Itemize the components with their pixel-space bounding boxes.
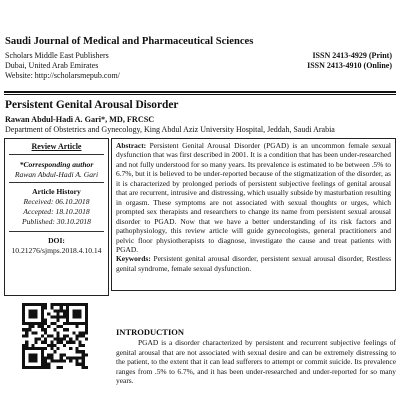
article-authors: Rawan Abdul-Hadi A. Gari*, MD, FRCSC: [5, 115, 155, 124]
qr-code: [22, 303, 88, 369]
keywords-label: Keywords:: [116, 254, 151, 264]
issn-online: ISSN 2413-4910 (Online): [307, 61, 392, 70]
doi-label: DOI:: [48, 236, 65, 245]
introduction-text: PGAD is a disorder characterized by persistent and recurrent subjective feelings of genital arousal that are not associated with sexual desire and can be extremely distressing to the patient, to the extent that it can lead sufferers to attempt or commit suicide. Its prevalence ranges from .5% to 6.7%, and it has been under-researched and under-reported for so many years.: [116, 338, 396, 386]
doi-value[interactable]: 10.21276/sjmps.2018.4.10.14: [11, 246, 102, 255]
article-info-box: [4, 138, 109, 296]
introduction-section: [116, 338, 396, 398]
accepted-date: Accepted: 18.10.2018: [23, 207, 90, 216]
received-date: Received: 06.10.2018: [23, 197, 90, 206]
author-affiliation: Department of Obstetrics and Gynecology, King Abdul Aziz University Hospital, Jeddah, Saudi Arabia: [5, 125, 335, 134]
published-date: Published: 30.10.2018: [22, 217, 91, 226]
header-rule: [4, 91, 396, 93]
article-history-label: Article History: [32, 187, 81, 196]
abstract-box: [111, 138, 396, 291]
corresponding-author-name: Rawan Abdul-Hadi A. Gari: [14, 170, 99, 179]
abstract-paragraph: [116, 141, 391, 254]
abstract-label: Abstract:: [116, 141, 147, 150]
abstract-text: Persistent Genital Arousal Disorder (PGAD) is an uncommon female sexual dysfunction that was first described in 2001. It is a condition that has been under-researched and not fully understood for so many years. Its prevalence is estimated to be between .5% to 6.7%, but it is believed to be under-reported because of the stigmatization of the disorder, as it is characterized by prolonged periods of persistent subjective feelings of genital arousal that are recurrent, intrusive and distressing, which usually subside by masturbation resulting in orgasm. These symptoms are not associated with sexual thoughts or urges, which prompted sex therapists and researchers to change its name from persistent sexual arousal disorder to PGAD. Now that we have a better understanding of its risk factors and pathophysiology, this review article will guide gynecologists, general practitioners and pelvic floor physiotherapists to diagnose, investigate the cause and treat patients with PGAD.: [116, 141, 391, 254]
keywords-text: Persistent genital arousal disorder, persistent sexual arousal disorder, Restless genital syndrome, female sexual dysfunction.: [116, 254, 391, 273]
publisher-website[interactable]: Website: http://scholarsmepub.com/: [5, 71, 120, 80]
publisher-name: Scholars Middle East Publishers: [5, 51, 109, 60]
info-divider: [9, 154, 104, 155]
publisher-location: Dubai, United Arab Emirates: [5, 61, 99, 70]
info-divider: [9, 182, 104, 183]
info-divider: [9, 231, 104, 232]
article-type-label: Review Article: [31, 142, 82, 151]
corresponding-author-label: *Corresponding author: [19, 160, 94, 169]
article-title: Persistent Genital Arousal Disorder: [5, 99, 179, 111]
article-page: [4, 36, 396, 398]
issn-print: ISSN 2413-4929 (Print): [312, 51, 392, 60]
keywords-paragraph: [116, 254, 391, 273]
header-rule-thin: [4, 94, 396, 95]
journal-title: Saudi Journal of Medical and Pharmaceutical Sciences: [5, 36, 254, 47]
journal-header: [4, 36, 396, 98]
introduction-heading: INTRODUCTION: [116, 327, 185, 337]
